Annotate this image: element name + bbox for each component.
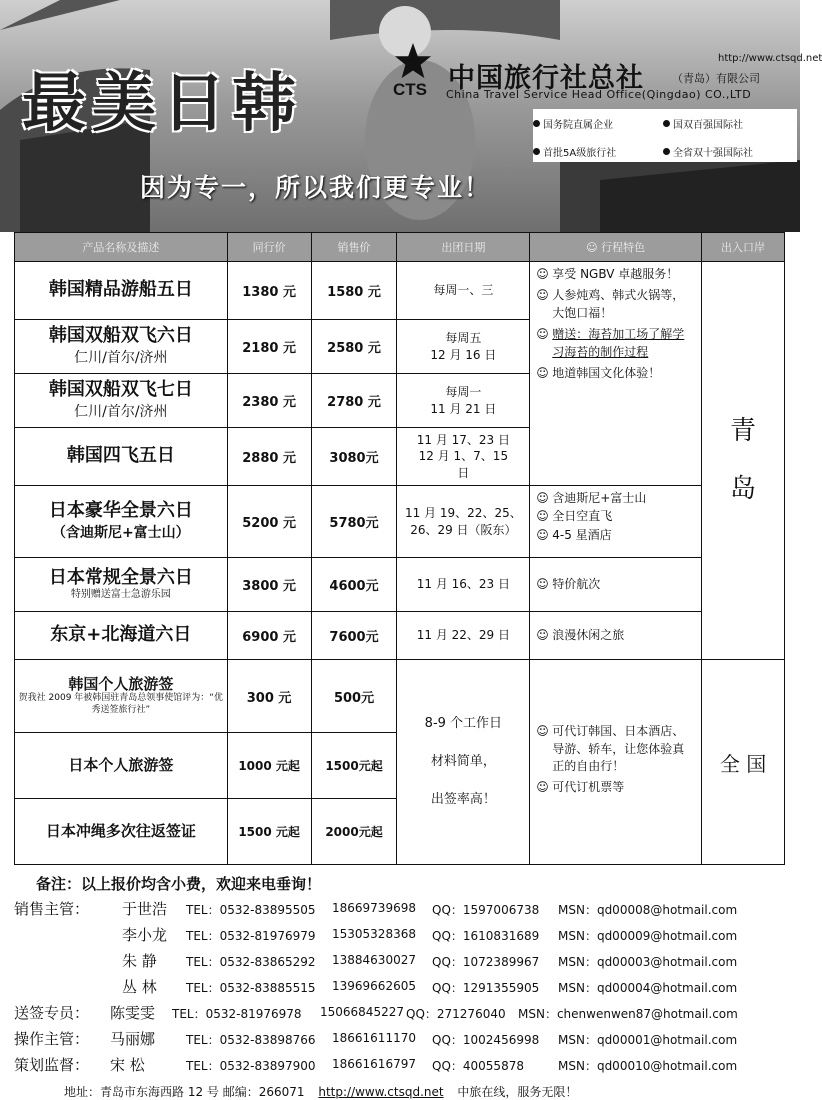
departure-date: 每周一、三	[397, 262, 530, 320]
price-note: 备注：以上报价均含小费，欢迎来电垂询！	[36, 875, 322, 893]
sale-price: 4600元	[311, 558, 397, 612]
credential-badge: 首批5A级旅行社	[533, 140, 663, 162]
contact-mobile: 13969662605	[332, 979, 416, 993]
product-table	[14, 232, 785, 865]
product-cell: 韩国双船双飞七日 仁川/首尔/济州	[15, 374, 228, 428]
col-header-peer-price: 同行价	[227, 233, 311, 262]
contact-qq: QQ：1002456998	[432, 1033, 540, 1047]
contact-qq: QQ：1610831689	[432, 929, 540, 943]
smiley-icon: ☺	[536, 724, 549, 739]
contact-qq: QQ：1072389967	[432, 955, 540, 969]
peer-price: 300 元	[227, 660, 311, 733]
contact-msn: MSN：qd00008@hotmail.com	[558, 903, 738, 917]
main-title: 最美日韩	[22, 66, 302, 141]
company-name-suffix: （青岛）有限公司	[672, 72, 760, 85]
contact-qq: QQ：1291355905	[432, 981, 540, 995]
contact-name: 陈雯雯	[110, 1004, 156, 1022]
contact-row	[14, 948, 794, 974]
visa-product-name: 日本个人旅游签	[15, 733, 228, 799]
contact-mobile: 18661611170	[332, 1031, 416, 1045]
contact-name: 李小龙	[122, 926, 168, 944]
footer-address-line	[64, 1083, 577, 1100]
departure-date: 11 月 17、23 日 12 月 1、7、15 日	[397, 428, 530, 486]
visa-product-cell: 韩国个人旅游签 贺我社 2009 年被韩国驻青岛总领事使馆评为：“优秀送签旅行社”	[15, 660, 228, 733]
contact-qq: QQ：40055878	[432, 1059, 524, 1073]
product-name: 东京+北海道六日	[15, 612, 228, 660]
table-row	[15, 660, 785, 733]
contact-role: 策划监督：	[14, 1056, 90, 1074]
bullet-icon	[533, 148, 540, 155]
contact-msn: MSN：qd00001@hotmail.com	[558, 1033, 738, 1047]
contact-row	[14, 1052, 794, 1078]
product-cell: 日本豪华全景六日 （含迪斯尼+富士山）	[15, 486, 228, 558]
contact-mobile: 15066845227	[320, 1005, 404, 1019]
peer-price: 1380 元	[227, 262, 311, 320]
contact-name: 丛 林	[122, 978, 157, 996]
contact-tel: TEL：0532-83898766	[186, 1033, 316, 1047]
smiley-icon: ☺	[536, 576, 549, 591]
tokyo-features: ☺ 浪漫休闲之旅	[530, 612, 702, 660]
star-logo-icon	[394, 42, 432, 80]
product-cell: 日本常规全景六日 特别赠送富士急游乐园	[15, 558, 228, 612]
company-name-cn: 中国旅行社总社	[448, 63, 644, 94]
contact-row	[14, 1000, 794, 1026]
contact-tel: TEL：0532-83885515	[186, 981, 316, 995]
peer-price: 2380 元	[227, 374, 311, 428]
contact-mobile: 13884630027	[332, 953, 416, 967]
company-name-en: China Travel Service Head Office(Qingdao) CO.,LTD	[446, 88, 752, 101]
smiley-icon: ☺	[536, 780, 549, 795]
cts-logo-text: CTS	[393, 80, 427, 99]
table-row	[15, 262, 785, 320]
table-row	[15, 486, 785, 558]
bullet-icon	[663, 148, 670, 155]
header-banner	[0, 0, 822, 232]
table-row	[15, 612, 785, 660]
contact-row	[14, 1026, 794, 1052]
contact-name: 马丽娜	[110, 1030, 156, 1048]
table-row	[15, 558, 785, 612]
peer-price: 5200 元	[227, 486, 311, 558]
col-header-sale-price: 销售价	[311, 233, 397, 262]
departure-date: 11 月 19、22、25、 26、29 日（阪东）	[397, 486, 530, 558]
credential-badges	[533, 109, 797, 162]
credential-badge: 全省双十强国际社	[663, 140, 793, 162]
contact-tel: TEL：0532-83895505	[186, 903, 316, 917]
contact-row	[14, 896, 794, 922]
sale-price: 3080元	[311, 428, 397, 486]
credential-badge: 国务院直属企业	[533, 112, 663, 134]
contact-tel: TEL：0532-81976978	[172, 1007, 302, 1021]
table-header-row	[15, 233, 785, 262]
col-header-date: 出团日期	[397, 233, 530, 262]
smiley-icon: ☺	[536, 365, 549, 380]
contact-mobile: 18661616797	[332, 1057, 416, 1071]
peer-price: 2880 元	[227, 428, 311, 486]
col-header-features: ☺ 行程特色	[530, 233, 702, 262]
footer-slogan: 中旅在线，服务无限！	[457, 1085, 578, 1099]
contact-msn: MSN：qd00009@hotmail.com	[558, 929, 738, 943]
contact-tel: TEL：0532-83865292	[186, 955, 316, 969]
col-header-port: 出入口岸	[702, 233, 785, 262]
bullet-icon	[663, 120, 670, 127]
port-qingdao: 青岛	[702, 262, 785, 660]
company-url[interactable]: http://www.ctsqd.net	[718, 53, 822, 64]
contact-role: 销售主管：	[14, 900, 90, 918]
korea-features: ☺ 享受 NGBV 卓越服务！ ☺ 人参炖鸡、韩式火锅等，大饱口福！ ☺ 赠送：海苔加工场了解学习海苔的制作过程 ☺ 地道韩国文化体验！	[530, 262, 702, 486]
smiley-icon: ☺	[536, 509, 549, 524]
smiley-icon: ☺	[536, 288, 549, 303]
contact-mobile: 18669739698	[332, 901, 416, 915]
departure-date: 11 月 22、29 日	[397, 612, 530, 660]
sale-price: 2000元起	[311, 799, 397, 865]
contact-row	[14, 922, 794, 948]
sale-price: 1500元起	[311, 733, 397, 799]
contact-name: 朱 静	[122, 952, 157, 970]
contact-msn: MSN：qd00004@hotmail.com	[558, 981, 738, 995]
credential-badge: 国双百强国际社	[663, 112, 793, 134]
contact-msn: MSN：qd00010@hotmail.com	[558, 1059, 738, 1073]
product-name: 韩国四飞五日	[15, 428, 228, 486]
contact-role: 操作主管：	[14, 1030, 90, 1048]
footer-address: 地址：青岛市东海西路 12 号 邮编：266071	[64, 1085, 305, 1099]
departure-date: 11 月 16、23 日	[397, 558, 530, 612]
port-nation: 全 国	[702, 660, 785, 865]
contact-name: 宋 松	[110, 1056, 145, 1074]
visa-features: ☺ 可代订韩国、日本酒店、导游、轿车，让您体验真正的自由行！ ☺ 可代订机票等	[530, 660, 702, 865]
smiley-icon: ☺	[536, 327, 549, 342]
peer-price: 6900 元	[227, 612, 311, 660]
japan-lux-features: ☺ 含迪斯尼+富士山 ☺ 全日空直飞 ☺ 4-5 星酒店	[530, 486, 702, 558]
contact-mobile: 15305328368	[332, 927, 416, 941]
contact-msn: MSN：qd00003@hotmail.com	[558, 955, 738, 969]
banner-slogan: 因为专一，所以我们更专业！	[140, 173, 492, 202]
contact-tel: TEL：0532-83897900	[186, 1059, 316, 1073]
sale-price: 7600元	[311, 612, 397, 660]
product-name: 韩国精品游船五日	[15, 262, 228, 320]
sale-price: 5780元	[311, 486, 397, 558]
col-header-product: 产品名称及描述	[15, 233, 228, 262]
sale-price: 2780 元	[311, 374, 397, 428]
sale-price: 500元	[311, 660, 397, 733]
contact-name: 于世浩	[122, 900, 168, 918]
visa-info: 8-9 个工作日 材料简单， 出签率高！	[397, 660, 530, 865]
departure-date: 每周一 11 月 21 日	[397, 374, 530, 428]
contact-row	[14, 974, 794, 1000]
bullet-icon	[533, 120, 540, 127]
peer-price: 3800 元	[227, 558, 311, 612]
peer-price: 1000 元起	[227, 733, 311, 799]
sale-price: 1580 元	[311, 262, 397, 320]
contact-role: 送签专员：	[14, 1004, 90, 1022]
contact-qq: QQ：271276040	[406, 1007, 506, 1021]
japan-std-features: ☺ 特价航次	[530, 558, 702, 612]
peer-price: 2180 元	[227, 320, 311, 374]
sale-price: 2580 元	[311, 320, 397, 374]
contact-tel: TEL：0532-81976979	[186, 929, 316, 943]
smiley-icon: ☺	[536, 527, 549, 542]
smiley-icon: ☺	[536, 491, 549, 505]
product-cell: 韩国双船双飞六日 仁川/首尔/济州	[15, 320, 228, 374]
smiley-icon: ☺	[536, 267, 549, 281]
contact-list	[14, 896, 794, 1078]
contact-msn: MSN：chenwenwen87@hotmail.com	[518, 1007, 738, 1021]
departure-date: 每周五 12 月 16 日	[397, 320, 530, 374]
contact-qq: QQ：1597006738	[432, 903, 540, 917]
visa-product-name: 日本冲绳多次往返签证	[15, 799, 228, 865]
footer-url[interactable]: http://www.ctsqd.net	[318, 1085, 444, 1099]
peer-price: 1500 元起	[227, 799, 311, 865]
smiley-icon: ☺	[536, 627, 549, 642]
